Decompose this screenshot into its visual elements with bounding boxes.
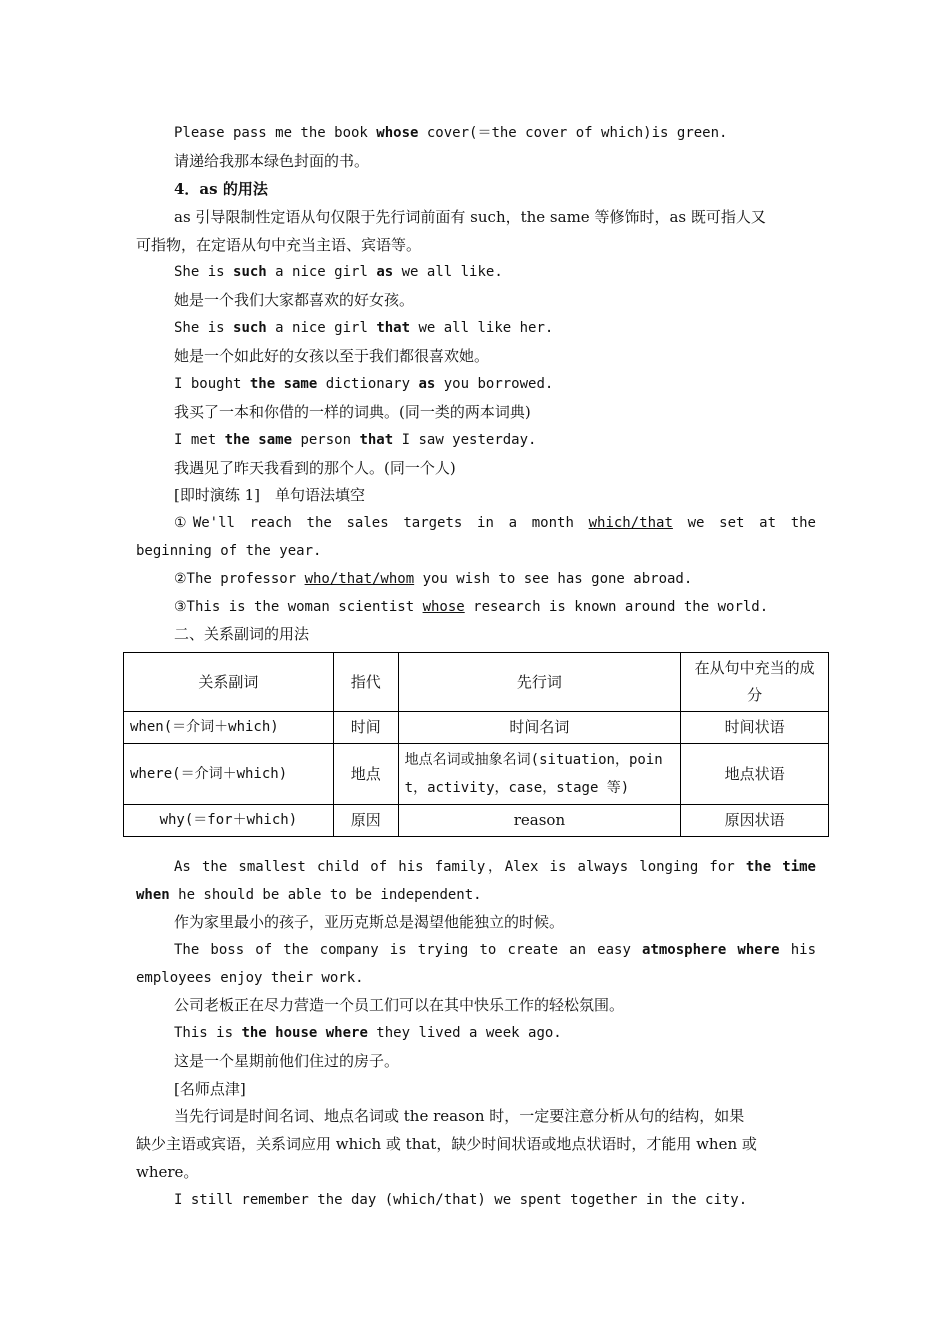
example-sentence: She is such a nice girl that we all like her. bbox=[174, 320, 554, 336]
tip-paragraph: where。 bbox=[136, 1163, 199, 1181]
paragraph: as 引导限制性定语从句仅限于先行词前面有 such，the same 等修饰时，as 既可指人又 bbox=[174, 208, 766, 226]
translation: 公司老板正在尽力营造一个员工们可以在其中快乐工作的轻松氛围。 bbox=[174, 996, 625, 1014]
example-sentence: I met the same person that I saw yesterday. bbox=[174, 432, 537, 448]
table-row bbox=[124, 712, 829, 744]
translation: 作为家里最小的孩子，亚历克斯总是渴望他能独立的时候。 bbox=[174, 913, 565, 931]
tip-paragraph: 当先行词是时间名词、地点名词或 the reason 时，一定要注意分析从句的结构，如果 bbox=[174, 1107, 745, 1125]
example-sentence: I still remember the day (which/that) we spent together in the city. bbox=[174, 1192, 748, 1208]
exercise-item: ③This is the woman scientist whose research is known around the world. bbox=[174, 599, 769, 615]
example-sentence-continued: when he should be able to be independent. bbox=[136, 887, 482, 903]
table-cell: 地点名词或抽象名词(situation，point，activity，case，stage 等) bbox=[398, 744, 681, 805]
example-sentence: The boss of the company is trying to create an easy atmosphere where his bbox=[174, 942, 816, 958]
translation: 这是一个星期前他们住过的房子。 bbox=[174, 1052, 400, 1070]
paragraph: 可指物，在定语从句中充当主语、宾语等。 bbox=[136, 236, 422, 254]
table-cell: when(＝介词＋which) bbox=[124, 712, 334, 744]
example-sentence: Please pass me the book whose cover(＝the cover of which)is green. bbox=[174, 125, 728, 141]
tip-paragraph: 缺少主语或宾语，关系词应用 which 或 that，缺少时间状语或地点状语时，才能用 when 或 bbox=[136, 1135, 757, 1153]
example-sentence: This is the house where they lived a week ago. bbox=[174, 1025, 562, 1041]
relative-adverb-table bbox=[123, 652, 829, 837]
exercise-item-continued: beginning of the year. bbox=[136, 543, 322, 559]
table-row bbox=[124, 805, 829, 837]
table-cell: 地点状语 bbox=[681, 744, 829, 805]
exercise-title: [即时演练 1] 单句语法填空 bbox=[174, 486, 366, 504]
translation: 她是一个我们大家都喜欢的好女孩。 bbox=[174, 291, 415, 309]
example-sentence: She is such a nice girl as we all like. bbox=[174, 264, 503, 280]
table-header: 在从句中充当的成分 bbox=[681, 653, 829, 712]
example-sentence: As the smallest child of his family，Alex is always longing for the time bbox=[174, 859, 816, 875]
example-sentence-continued: employees enjoy their work. bbox=[136, 970, 364, 986]
table-cell: 时间 bbox=[333, 712, 398, 744]
translation: 她是一个如此好的女孩以至于我们都很喜欢她。 bbox=[174, 347, 490, 365]
section-heading: 二、关系副词的用法 bbox=[174, 625, 310, 643]
table-header: 先行词 bbox=[398, 653, 681, 712]
translation: 我遇见了昨天我看到的那个人。(同一个人) bbox=[174, 459, 456, 477]
table-cell: 原因状语 bbox=[681, 805, 829, 837]
table-cell: 时间状语 bbox=[681, 712, 829, 744]
table-cell: reason bbox=[398, 805, 681, 837]
example-sentence: I bought the same dictionary as you borrowed. bbox=[174, 376, 554, 392]
table-header: 指代 bbox=[333, 653, 398, 712]
translation: 我买了一本和你借的一样的词典。(同一类的两本词典) bbox=[174, 403, 531, 421]
section-heading: 4．as 的用法 bbox=[174, 180, 268, 198]
table-cell: why(＝for＋which) bbox=[124, 805, 334, 837]
table-cell: where(＝介词＋which) bbox=[124, 744, 334, 805]
exercise-item: ②The professor who/that/whom you wish to see has gone abroad. bbox=[174, 571, 693, 587]
tip-title: [名师点津] bbox=[174, 1080, 246, 1098]
table-cell: 地点 bbox=[333, 744, 398, 805]
table-row bbox=[124, 744, 829, 805]
table-header: 关系副词 bbox=[124, 653, 334, 712]
translation: 请递给我那本绿色封面的书。 bbox=[174, 152, 370, 170]
table-header-row bbox=[124, 653, 829, 712]
table-cell: 时间名词 bbox=[398, 712, 681, 744]
table-cell: 原因 bbox=[333, 805, 398, 837]
exercise-item: ①We'll reach the sales targets in a month which/that we set at the bbox=[174, 515, 816, 531]
